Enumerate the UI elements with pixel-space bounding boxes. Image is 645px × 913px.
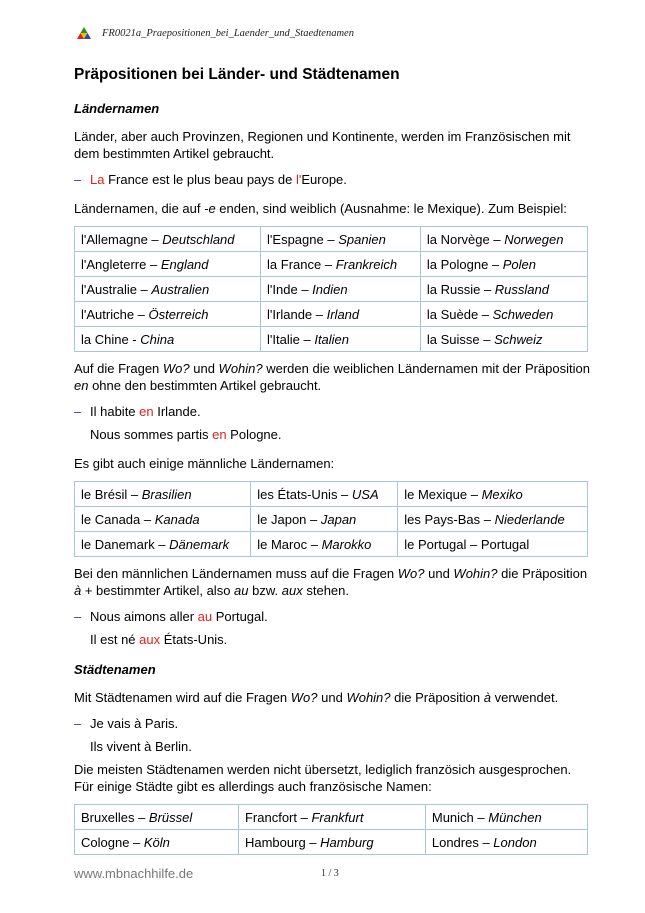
paragraph: Mit Städtenamen wird auf die Fragen Wo? und Wohin? die Präposition à verwendet. — [74, 690, 559, 705]
table-cell: le Maroc – Marokko — [251, 532, 398, 557]
table-cell: le Danemark – Dänemark — [75, 532, 251, 557]
table-cell: l'Irlande – Irland — [261, 302, 421, 327]
section-heading-cities: Städtenamen — [74, 662, 156, 677]
table-cell: les États-Unis – USA — [251, 482, 398, 507]
table-cell: les Pays-Bas – Niederlande — [398, 507, 588, 532]
paragraph: Bei den männlichen Ländernamen muss auf die Fragen Wo? und Wohin? die Präposition à + bestimmter Artikel, also au bzw. aux stehen. — [74, 566, 588, 598]
table-cell: la Russie – Russland — [420, 277, 587, 302]
table-cell: la Suisse – Schweiz — [420, 327, 587, 352]
table-cell: l'Australie – Australien — [75, 277, 261, 302]
table-cell: le Mexique – Mexiko — [398, 482, 588, 507]
example-line: – La France est le plus beau pays de l'Europe. — [74, 172, 347, 187]
table-cell: Munich – München — [425, 805, 587, 830]
table-cell: Francfort – Frankfurt — [238, 805, 425, 830]
example-line: Il est né aux États-Unis. — [90, 632, 228, 647]
example-line: Ils vivent à Berlin. — [90, 739, 192, 754]
paragraph: Die meisten Städtenamen werden nicht übersetzt, lediglich französich ausgesprochen. Für einige Städte gibt es allerdings auch französische Namen: — [74, 762, 572, 794]
masculine-countries-table — [74, 481, 588, 557]
paragraph: Es gibt auch einige männliche Ländernamen: — [74, 456, 335, 471]
section-heading-countries: Ländernamen — [74, 101, 160, 116]
table-cell: le Japon – Japan — [251, 507, 398, 532]
table-row — [75, 805, 588, 830]
table-row — [75, 482, 588, 507]
example-line: – Il habite en Irlande. — [74, 404, 201, 419]
table-cell: l'Allemagne – Deutschland — [75, 227, 261, 252]
triangle-logo-icon — [76, 26, 92, 40]
paragraph: Länder, aber auch Provinzen, Regionen und Kontinente, werden im Französischen mit dem bestimmten Artikel gebraucht. — [74, 129, 571, 161]
table-row — [75, 507, 588, 532]
page-footer — [74, 866, 590, 882]
table-cell: le Canada – Kanada — [75, 507, 251, 532]
table-cell: l'Autriche – Österreich — [75, 302, 261, 327]
table-row — [75, 252, 588, 277]
example-line: – Nous aimons aller au Portugal. — [74, 609, 268, 624]
paragraph: Auf die Fragen Wo? und Wohin? werden die weiblichen Ländernamen mit der Präposition en ohne den bestimmten Artikel gebraucht. — [74, 361, 590, 393]
table-cell: Cologne – Köln — [75, 830, 239, 855]
page-number: 1 / 3 — [321, 868, 339, 879]
table-row — [75, 532, 588, 557]
header-filename: FR0021a_Praepositionen_bei_Laender_und_Staedtenamen — [102, 27, 354, 39]
document-body — [74, 66, 590, 863]
table-cell: le Portugal – Portugal — [398, 532, 588, 557]
table-row — [75, 327, 588, 352]
cities-table — [74, 804, 588, 855]
example-line: Nous sommes partis en Pologne. — [90, 427, 282, 442]
table-cell: Londres – London — [425, 830, 587, 855]
paragraph: Ländernamen, die auf -e enden, sind weiblich (Ausnahme: le Mexique). Zum Beispiel: — [74, 201, 567, 216]
table-cell: le Brésil – Brasilien — [75, 482, 251, 507]
table-cell: l'Italie – Italien — [261, 327, 421, 352]
table-cell: l'Angleterre – England — [75, 252, 261, 277]
table-row — [75, 277, 588, 302]
table-cell: la Suède – Schweden — [420, 302, 587, 327]
footer-website: www.mbnachhilfe.de — [74, 866, 194, 881]
table-cell: la France – Frankreich — [261, 252, 421, 277]
table-row — [75, 227, 588, 252]
table-cell: l'Espagne – Spanien — [261, 227, 421, 252]
page-header — [76, 24, 596, 42]
table-cell: Hambourg – Hamburg — [238, 830, 425, 855]
page-title: Präpositionen bei Länder- und Städtenamen — [74, 66, 400, 83]
table-cell: Bruxelles – Brüssel — [75, 805, 239, 830]
feminine-countries-table — [74, 226, 588, 352]
table-row — [75, 302, 588, 327]
table-cell: la Pologne – Polen — [420, 252, 587, 277]
table-cell: la Chine - China — [75, 327, 261, 352]
table-cell: la Norvège – Norwegen — [420, 227, 587, 252]
example-line: – Je vais à Paris. — [74, 716, 179, 731]
table-row — [75, 830, 588, 855]
table-cell: l'Inde – Indien — [261, 277, 421, 302]
